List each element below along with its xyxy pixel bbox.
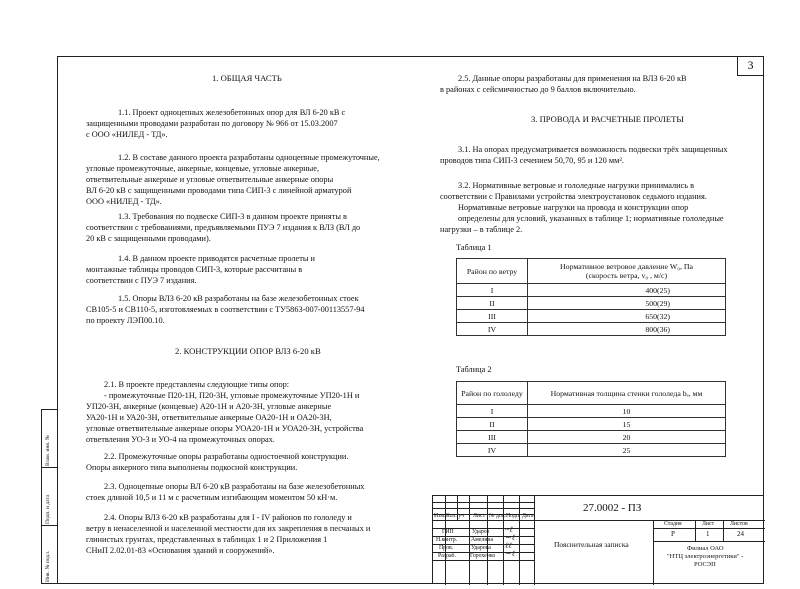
section2-title: 2. КОНСТРУКЦИИ ОПОР ВЛЗ 6-20 кВ (175, 346, 321, 356)
org-line-3: РОСЭП (694, 561, 716, 568)
table-2 (456, 381, 726, 457)
table-row: Район по гололеду Нормативная толщина стенки гололеда bₑ, мм (457, 382, 726, 405)
left-strip (41, 409, 58, 584)
table-row: II 15 (457, 418, 726, 431)
table-row: Район по ветру Нормативное ветровое давление W₀, Па (скорость ветра, v₀ , м/с) (457, 259, 726, 284)
title-block: 27.0002 - ПЗ Изм. Кол. уч Лист № док. Подп. Дата ГИП Н.контр. Пров. Разраб. Ударов Амелина Ударова Горохенко ~ℓ ∼ℓ ℓℓ ∼ℓ Пояснительная записка Стадия Лист Листов Р 1 24 Филиал ОАО "НТЦ электроэнергетики" - РОСЭП (432, 495, 764, 584)
section1-title: 1. ОБЩАЯ ЧАСТЬ (212, 73, 282, 83)
table-row: III 20 (457, 431, 726, 444)
signature-2: ∼ℓ (505, 533, 516, 542)
strip-inv-original: Инв. № подл. (45, 550, 51, 582)
signature-4: ∼ℓ (505, 549, 516, 558)
strip-sign-date: Подп. и дата (45, 494, 51, 524)
table1-caption: Таблица 1 (456, 243, 492, 252)
table-row: I 10 (457, 405, 726, 418)
signature-3: ℓℓ (505, 541, 512, 550)
table-row: IV 25 (457, 444, 726, 457)
document-code: 27.0002 - ПЗ (583, 502, 642, 514)
org-line-2: "НТЦ электроэнергетики" - (667, 553, 744, 560)
table-row: IV 800(36) (457, 323, 726, 336)
table2-caption: Таблица 2 (456, 365, 492, 374)
table-1 (456, 258, 726, 336)
table-row: I 400(25) (457, 284, 726, 297)
signature-1: ~ℓ (505, 525, 513, 534)
document-title: Пояснительная записка (554, 540, 629, 549)
table-row: II 500(29) (457, 297, 726, 310)
page-number: 3 (737, 56, 764, 76)
org-line-1: Филиал ОАО (687, 545, 724, 552)
section3-title: 3. ПРОВОДА И РАСЧЕТНЫЕ ПРОЛЕТЫ (531, 114, 684, 124)
strip-replace-inv: Взам. инв. № (45, 435, 51, 466)
table-row: III 650(32) (457, 310, 726, 323)
